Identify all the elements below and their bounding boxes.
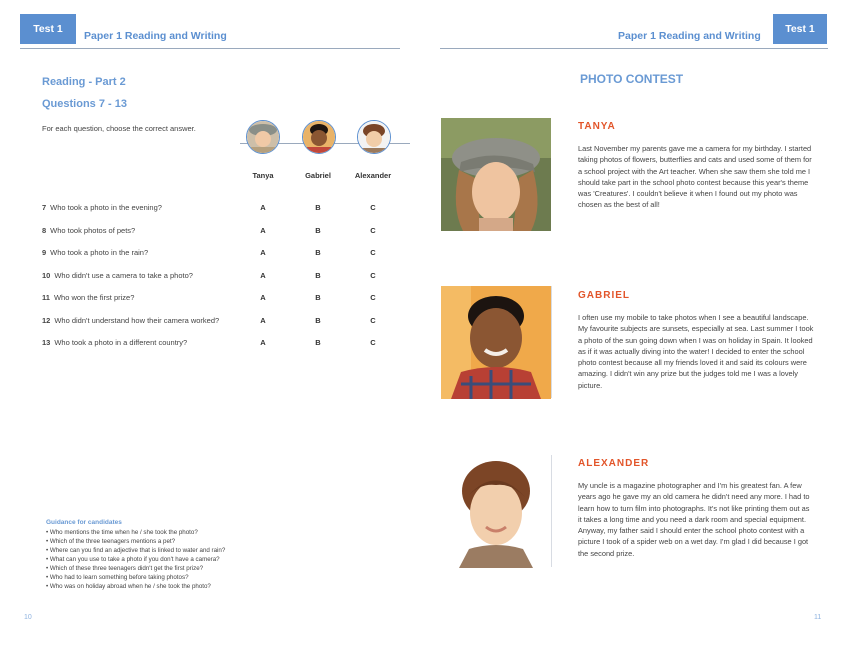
option-a[interactable]: A [260,203,266,212]
question-12 [42,316,219,325]
question-number: 10 [42,271,51,280]
option-b[interactable]: B [315,226,321,235]
option-b[interactable]: B [315,271,321,280]
avatar-gabriel [302,120,336,154]
page-number-right: 11 [814,614,822,621]
question-number: 7 [42,203,47,212]
question-11 [42,293,134,302]
option-a[interactable]: A [260,338,266,347]
page-number-left: 10 [24,614,32,621]
col-head-tanya: Tanya [252,171,274,180]
option-a[interactable]: A [260,226,266,235]
option-a[interactable]: A [260,293,266,302]
col-head-alexander: Alexander [354,171,392,180]
test-tab-right: Test 1 [773,14,827,44]
question-number: 11 [42,293,50,302]
contest-title: PHOTO CONTEST [580,72,684,86]
option-c[interactable]: C [370,271,376,280]
option-b[interactable]: B [315,316,321,325]
name-tanya: TANYA [578,121,616,132]
question-number: 13 [42,338,51,347]
option-a[interactable]: A [260,316,266,325]
name-alexander: ALEXANDER [578,458,650,469]
guidance-item: • Which of the three teenagers mentions a pet? [46,538,176,545]
guidance-item: • What can you use to take a photo if you don't have a camera? [46,556,220,563]
question-13 [42,338,187,347]
question-text: Who won the first prize? [53,293,135,302]
option-a[interactable]: A [260,271,266,280]
photo-gabriel [441,286,551,399]
guidance-item: • Who had to learn something before taking photos? [46,574,189,581]
section-title: Reading - Part 2 [42,76,126,88]
option-b[interactable]: B [315,293,321,302]
option-b[interactable]: B [315,338,321,347]
text-tanya: Last November my parents gave me a camera for my birthday. I started taking photos of flowers, butterflies and cats and used some of them for a school project with the Art teacher. When she saw them she told me I should take part in the school photo contest because this year's theme was 'Creatures'. I couldn't believe it when I found out my photo was chosen as the best of all! [578,144,812,210]
text-gabriel: I often use my mobile to take photos when I see a beautiful landscape. My favourite subjects are sunsets, especially at sea. Last summer I took a photo of the sun going down when I was on holiday in Spain. It looked as if it was actually diving into the water! I decided to enter the school photo contest because all my friends loved it and said its colours were amazing. I didn't win any prize but the judges told me I was a lovely picture. [578,313,814,390]
header-rule-left [20,48,400,49]
paper-title-right: Paper 1 Reading and Writing [618,30,761,42]
question-text: Who took a photo in a different country? [54,338,188,347]
guidance-item: • Which of these three teenagers didn't get the first prize? [46,565,204,572]
col-head-gabriel: Gabriel [305,171,331,180]
header-rule-right [440,48,828,49]
guidance-title: Guidance for candidates [46,519,122,526]
option-c[interactable]: C [370,316,376,325]
question-text: Who didn't understand how their camera worked? [54,316,220,325]
paper-title-left: Paper 1 Reading and Writing [84,30,227,42]
test-tab-left: Test 1 [20,14,76,44]
instruction: For each question, choose the correct answer. [42,124,196,133]
question-8 [42,226,135,235]
avatar-alexander [357,120,391,154]
photo-alexander [441,455,551,568]
divider [551,286,552,398]
avatar-tanya [246,120,280,154]
option-b[interactable]: B [315,248,321,257]
guidance-item: • Who was on holiday abroad when he / she took the photo? [46,583,211,590]
question-9 [42,248,148,257]
option-c[interactable]: C [370,338,376,347]
question-number: 9 [42,248,47,257]
option-c[interactable]: C [370,203,376,212]
name-gabriel: GABRIEL [578,290,630,301]
option-a[interactable]: A [260,248,266,257]
question-number: 8 [42,226,47,235]
text-alexander: My uncle is a magazine photographer and I'm his greatest fan. A few years ago he gave my an old camera he didn't need any more. I had to learn how to turn film into photographs. It's not like printing them out as it takes a long time and you need a dark room and special equipment. Anyway, my father said I should enter the school photo contest with a picture I took of a spider web on a wet day. I'm glad I did because I got the second prize. [578,481,810,558]
question-number: 12 [42,316,51,325]
option-b[interactable]: B [315,203,321,212]
guidance-item: • Where can you find an adjective that is linked to water and rain? [46,547,226,554]
question-text: Who took a photo in the rain? [50,248,149,257]
question-10 [42,271,193,280]
option-c[interactable]: C [370,226,376,235]
question-text: Who didn't use a camera to take a photo? [54,271,193,280]
photo-tanya [441,118,551,231]
question-7 [42,203,162,212]
divider [551,455,552,567]
guidance-item: • Who mentions the time when he / she took the photo? [46,529,198,536]
option-c[interactable]: C [370,293,376,302]
question-text: Who took photos of pets? [50,226,136,235]
questions-range: Questions 7 - 13 [42,98,127,110]
option-c[interactable]: C [370,248,376,257]
question-text: Who took a photo in the evening? [50,203,162,212]
